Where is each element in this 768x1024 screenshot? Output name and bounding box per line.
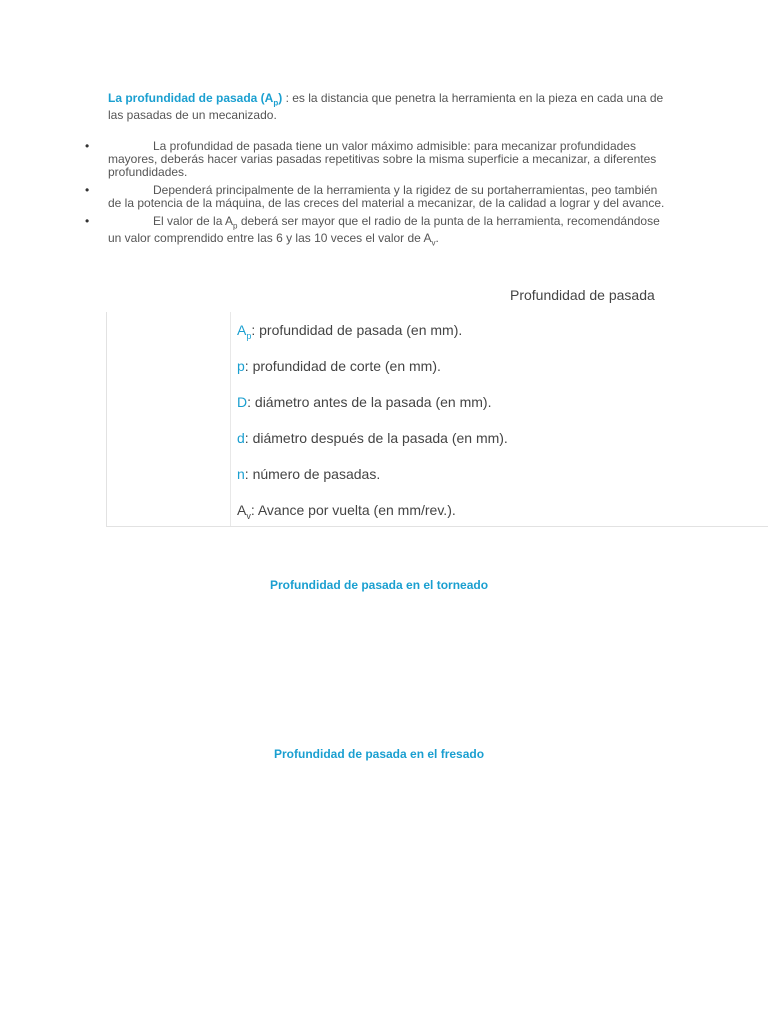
definition-row: $A_p$: profundidad de pasada (en mm). xyxy=(237,322,463,341)
definitions-list xyxy=(237,320,508,536)
column-divider xyxy=(230,312,231,526)
intro-text: : es la distancia que penetra la herramienta en la pieza en cada una de las pasadas de un mecanizado. xyxy=(108,91,664,123)
section-title: Profundidad de pasada xyxy=(510,287,655,303)
list-item: • El valor de la $A_p$ deberá ser mayor que el radio de la punta de la herramienta, recomendándose un valor comprendido entre las 6 y las 10 veces el valor de $A_v$. xyxy=(85,214,660,248)
intro-term: La profundidad de pasada $(A_p)$ xyxy=(108,91,283,108)
list-item: • Dependerá principalmente de la herramienta y la rigidez de su portaherramientas, peo también de la potencia de la máquina, de las creces del material a mecanizar, de la calidad a lograr y del avance. xyxy=(85,183,665,210)
definition-row: $A_v$: Avance por vuelta (en mm/rev.). xyxy=(237,502,456,521)
caption-turning: Profundidad de pasada en el torneado xyxy=(270,578,489,592)
definition-row: d: diámetro después de la pasada (en mm). xyxy=(237,430,508,446)
bullet-list xyxy=(80,140,670,255)
caption-milling: Profundidad de pasada en el fresado xyxy=(274,747,485,761)
definition-row: n: número de pasadas. xyxy=(237,466,381,482)
definitions-table xyxy=(106,312,768,527)
definition-row: D: diámetro antes de la pasada (en mm). xyxy=(237,394,492,410)
definition-row: p: profundidad de corte (en mm). xyxy=(237,358,441,374)
list-item: • La profundidad de pasada tiene un valor máximo admisible: para mecanizar profundidades mayores, deberás hacer varias pasadas repetitivas sobre la misma superficie a mecanizar, a diferentes profundidades. xyxy=(85,139,657,179)
bullet-icon: • xyxy=(85,183,90,197)
bullet-icon: • xyxy=(85,214,90,228)
bullet-icon: • xyxy=(85,139,90,153)
intro-paragraph xyxy=(108,92,668,122)
